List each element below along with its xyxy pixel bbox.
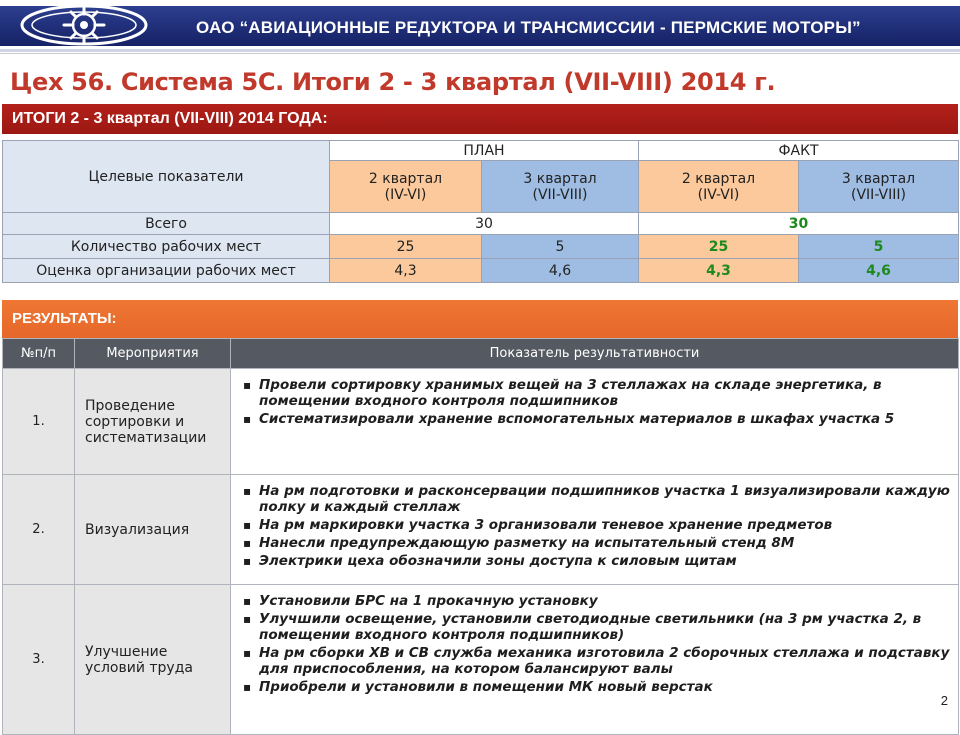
summary-table [2,140,959,283]
table-row [3,475,959,585]
page-number: 2 [940,693,948,708]
company-logo-icon [18,2,150,48]
column-header-number: №п/п [3,339,75,369]
row-label-total: Всего [3,213,330,235]
fact-q2-workplaces: 25 [639,235,799,259]
row-label-workplaces: Количество рабочих мест [3,235,330,259]
plan-q2-workplaces: 25 [330,235,482,259]
fact-q3-header: 3 квартал (VII-VIII) [799,161,959,213]
list-item: ▪ На рм подготовки и расконсервации подшипников участка 1 визуализировали каждую полку и каждый стеллаж [241,483,952,515]
table-row [3,369,959,475]
row-indicators [231,369,959,475]
list-item: ▪ Улучшили освещение, установили светодиодные светильники (на 3 рм участка 2, в помещении входного контроля подшипников) [241,611,952,643]
row-activity: Визуализация [75,475,231,585]
column-header-activity: Мероприятия [75,339,231,369]
header-banner [0,0,960,58]
column-header-indicator: Показатель результативности [231,339,959,369]
fact-header: ФАКТ [639,141,959,161]
list-item: ▪ Провели сортировку хранимых вещей на 3 стеллажах на складе энергетика, в помещении входного контроля подшипников [241,377,952,409]
row-activity: Проведение сортировки и систематизации [75,369,231,475]
indicator-header: Целевые показатели [3,141,330,213]
list-item: ▪ Установили БРС на 1 прокачную установку [241,593,952,609]
plan-q2-assessment: 4,3 [330,259,482,283]
results-section-header: РЕЗУЛЬТАТЫ: [2,300,958,338]
list-item: ▪ Электрики цеха обозначили зоны доступа к силовым щитам [241,553,952,569]
plan-total-value: 30 [330,213,639,235]
plan-q3-workplaces: 5 [482,235,639,259]
results-table [2,338,959,735]
plan-q3-header: 3 квартал (VII-VIII) [482,161,639,213]
fact-total-value: 30 [639,213,959,235]
list-item: ▪ Систематизировали хранение вспомогательных материалов в шкафах участка 5 [241,411,952,427]
row-activity: Улучшение условий труда [75,585,231,735]
fact-q3-workplaces: 5 [799,235,959,259]
row-indicators [231,475,959,585]
company-name: ОАО “АВИАЦИОННЫЕ РЕДУКТОРА И ТРАНСМИССИИ - ПЕРМСКИЕ МОТОРЫ” [196,18,861,37]
fact-q2-assessment: 4,3 [639,259,799,283]
list-item: ▪ На рм маркировки участка 3 организовали теневое хранение предметов [241,517,952,533]
row-number: 1. [3,369,75,475]
fact-q3-assessment: 4,6 [799,259,959,283]
list-item: ▪ На рм сборки ХВ и СВ служба механика изготовила 2 сборочных стеллажа и подставку для приспособления, на котором балансируют валы [241,645,952,677]
summary-section-header: ИТОГИ 2 - 3 квартал (VII-VIII) 2014 ГОДА: [2,104,958,134]
list-item: ▪ Нанесли предупреждающую разметку на испытательный стенд 8М [241,535,952,551]
list-item: ▪ Приобрели и установили в помещении МК новый верстак [241,679,952,695]
row-number: 3. [3,585,75,735]
row-number: 2. [3,475,75,585]
plan-q3-assessment: 4,6 [482,259,639,283]
banner-divider [0,49,960,52]
row-label-assessment: Оценка организации рабочих мест [3,259,330,283]
fact-q2-header: 2 квартал (IV-VI) [639,161,799,213]
page-title: Цех 56. Система 5С. Итоги 2 - 3 квартал (VII-VIII) 2014 г. [10,68,776,96]
banner-divider-thin [0,53,960,54]
plan-q2-header: 2 квартал (IV-VI) [330,161,482,213]
row-indicators [231,585,959,735]
plan-header: ПЛАН [330,141,639,161]
table-row [3,585,959,735]
